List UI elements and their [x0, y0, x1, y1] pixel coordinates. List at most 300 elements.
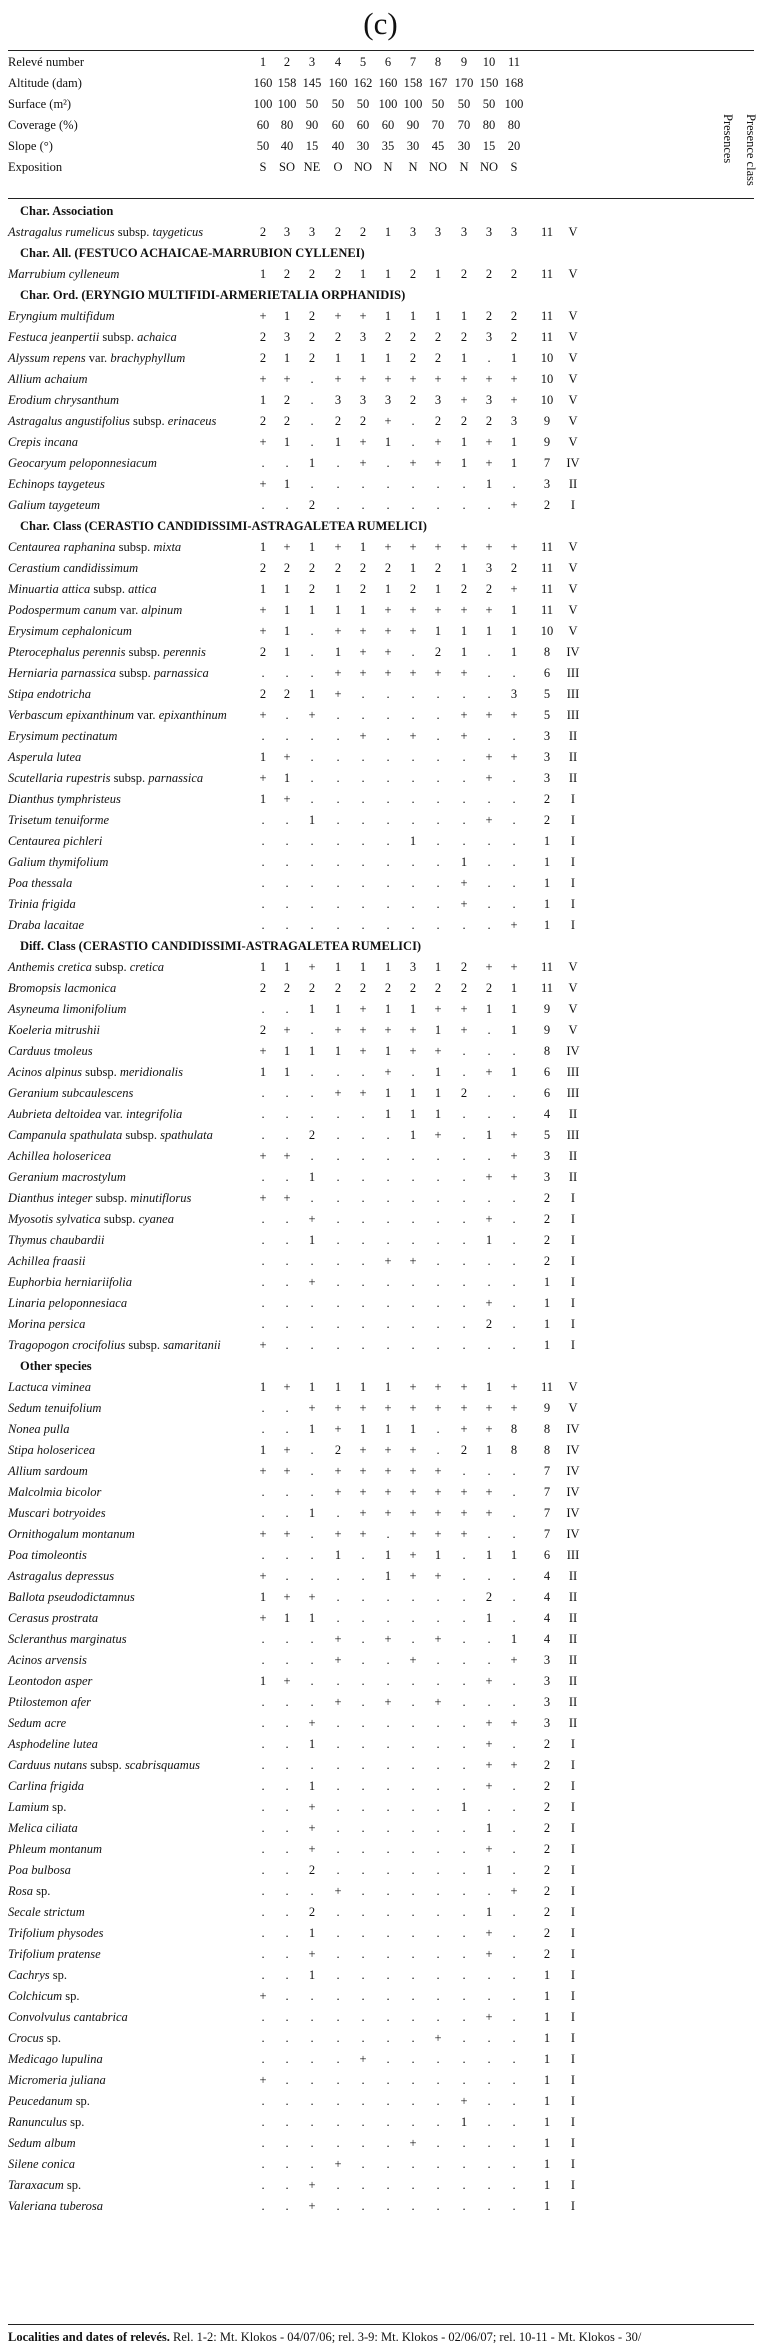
species-name-part: Lamium [8, 1800, 49, 1814]
releve-cell: . [462, 1128, 466, 1142]
presences-cell: 1 [543, 2094, 551, 2108]
releve-cell: . [285, 1926, 289, 1940]
releve-cell: + [485, 1737, 493, 1751]
releve-cell: . [310, 1674, 314, 1688]
releve-cell: . [436, 1443, 440, 1457]
species-row [8, 2175, 758, 2196]
releve-cell: + [434, 456, 442, 470]
releve-cell: 1 [359, 351, 367, 365]
presence-class-cell: I [570, 2010, 576, 2024]
presences-cell: 2 [543, 1842, 551, 1856]
releve-cell: + [460, 372, 468, 386]
releve-cell: + [460, 1380, 468, 1394]
species-row [8, 1419, 758, 1440]
presence-class-cell: III [566, 1065, 580, 1079]
releve-cell: 2 [384, 561, 392, 575]
releve-cell: . [512, 1296, 516, 1310]
releve-cell: + [409, 1569, 417, 1583]
releve-cell: . [386, 1863, 390, 1877]
species-name-part: Herniaria parnassica [8, 666, 116, 680]
releve-cell: . [512, 1737, 516, 1751]
releve-cell: . [310, 666, 314, 680]
rank-qualifier: var. [85, 351, 111, 365]
releve-cell: + [308, 1842, 316, 1856]
releve-cell: . [462, 1548, 466, 1562]
releve-cell: 2 [334, 561, 342, 575]
species-row [8, 1209, 758, 1230]
releve-cell: . [436, 1821, 440, 1835]
releve-cell: 2 [283, 393, 291, 407]
releve-cell: . [336, 1296, 340, 1310]
releve-cell: . [386, 1191, 390, 1205]
releve-cell: . [310, 834, 314, 848]
releve-cell: + [359, 435, 367, 449]
species-row [8, 1755, 758, 1776]
releve-cell: + [359, 624, 367, 638]
releve-cell: + [460, 1422, 468, 1436]
releve-cell: + [434, 603, 442, 617]
releve-cell: . [310, 1023, 314, 1037]
releve-cell: 2 [308, 498, 316, 512]
releve-cell: . [336, 2115, 340, 2129]
releve-cell: 1 [384, 1044, 392, 1058]
presences-cell: 3 [543, 1716, 551, 1730]
releve-cell: + [434, 2031, 442, 2045]
releve-cell: . [462, 1191, 466, 1205]
species-name [8, 558, 138, 579]
releve-cell: + [485, 1506, 493, 1520]
species-row [8, 432, 758, 453]
presence-class-cell: V [568, 330, 578, 344]
releve-cell: . [361, 1548, 365, 1562]
releve-cell: . [411, 2115, 415, 2129]
releve-cell: . [462, 1905, 466, 1919]
species-name [8, 1986, 80, 2007]
species-name-part: parnassica [153, 666, 209, 680]
releve-cell: + [485, 1716, 493, 1730]
releve-cell: . [411, 897, 415, 911]
header-cell: 15 [305, 139, 319, 153]
releve-cell: + [409, 1485, 417, 1499]
releve-cell: . [361, 2031, 365, 2045]
presences-cell: 11 [540, 960, 554, 974]
species-row [8, 2112, 758, 2133]
species-name [8, 1272, 132, 1293]
presence-class-cell: I [570, 2031, 576, 2045]
species-name [8, 705, 227, 726]
presence-class-cell: I [570, 792, 576, 806]
releve-cell: + [510, 708, 518, 722]
rank-qualifier: subsp. [125, 1338, 164, 1352]
releve-cell: + [510, 1128, 518, 1142]
rank-qualifier: subsp. [122, 1128, 161, 1142]
releve-cell: . [386, 834, 390, 848]
releve-cell: 2 [359, 981, 367, 995]
releve-cell: + [409, 1464, 417, 1478]
releve-cell: + [485, 1422, 493, 1436]
header-cell: 10 [482, 55, 496, 69]
releve-cell: + [434, 1569, 442, 1583]
presence-class-cell: I [570, 1800, 576, 1814]
releve-cell: . [436, 1716, 440, 1730]
releve-cell: . [285, 1863, 289, 1877]
presence-class-cell: V [568, 372, 578, 386]
species-row [8, 768, 758, 789]
presence-class-cell: I [570, 813, 576, 827]
releve-cell: + [334, 372, 342, 386]
releve-cell: + [283, 1590, 291, 1604]
header-cell: 100 [378, 97, 398, 111]
releve-cell: 1 [259, 750, 267, 764]
releve-cell: . [411, 2199, 415, 2213]
releve-cell: . [487, 1968, 491, 1982]
releve-cell: . [361, 1653, 365, 1667]
presence-class-cell: I [570, 1905, 576, 1919]
presences-cell: 2 [543, 1800, 551, 1814]
releve-cell: . [386, 1800, 390, 1814]
releve-cell: + [409, 2136, 417, 2150]
releve-cell: + [510, 1884, 518, 1898]
species-row [8, 1566, 758, 1587]
releve-cell: . [436, 813, 440, 827]
releve-cell: . [336, 1191, 340, 1205]
releve-cell: . [361, 792, 365, 806]
section-header [8, 936, 758, 957]
species-row [8, 1482, 758, 1503]
releve-cell: . [487, 1086, 491, 1100]
releve-cell: . [361, 1212, 365, 1226]
releve-cell: . [411, 1821, 415, 1835]
releve-cell: . [436, 1233, 440, 1247]
releve-cell: 1 [460, 855, 468, 869]
species-name [8, 1650, 87, 1671]
rank-qualifier: subsp. [87, 1758, 125, 1772]
species-name [8, 978, 116, 999]
releve-cell: 2 [308, 1863, 316, 1877]
releve-cell: . [261, 1422, 265, 1436]
releve-cell: 1 [308, 1422, 316, 1436]
releve-cell: . [411, 1065, 415, 1079]
species-name [8, 663, 209, 684]
releve-cell: . [336, 1821, 340, 1835]
releve-cell: . [336, 1275, 340, 1289]
releve-cell: . [436, 1191, 440, 1205]
species-name-part: Anthemis cretica [8, 960, 92, 974]
releve-cell: + [409, 372, 417, 386]
releve-cell: . [310, 1758, 314, 1772]
releve-cell: + [359, 729, 367, 743]
releve-cell: 2 [259, 687, 267, 701]
presences-cell: 2 [543, 498, 551, 512]
releve-cell: 1 [308, 1968, 316, 1982]
releve-cell: . [261, 1779, 265, 1793]
species-row [8, 1104, 758, 1125]
releve-cell: . [336, 771, 340, 785]
releve-cell: 1 [283, 582, 291, 596]
presences-cell: 3 [543, 1653, 551, 1667]
releve-cell: + [434, 1044, 442, 1058]
releve-cell: 1 [384, 1422, 392, 1436]
releve-cell: . [361, 2136, 365, 2150]
rank-qualifier: subsp. [116, 666, 154, 680]
releve-cell: + [359, 1401, 367, 1415]
releve-cell: . [411, 1212, 415, 1226]
presences-cell: 10 [540, 624, 554, 638]
releve-cell: . [487, 666, 491, 680]
releve-cell: . [411, 1884, 415, 1898]
releve-cell: 3 [283, 330, 291, 344]
releve-cell: . [411, 855, 415, 869]
species-name-part: Peucedanum [8, 2094, 73, 2108]
releve-cell: . [310, 2073, 314, 2087]
species-row [8, 642, 758, 663]
releve-cell: 1 [359, 1422, 367, 1436]
releve-cell: . [361, 1821, 365, 1835]
species-row [8, 1839, 758, 1860]
releve-cell: . [361, 897, 365, 911]
releve-cell: . [336, 1149, 340, 1163]
releve-cell: . [386, 855, 390, 869]
species-name [8, 1608, 98, 1629]
releve-cell: . [261, 1275, 265, 1289]
releve-cell: 3 [283, 225, 291, 239]
releve-cell: . [361, 1905, 365, 1919]
releve-cell: 1 [283, 435, 291, 449]
releve-cell: 1 [283, 603, 291, 617]
species-name-part: Allium achaium [8, 372, 88, 386]
species-name-part: Crepis incana [8, 435, 79, 449]
releve-cell: . [512, 1086, 516, 1100]
presence-class-cell: III [566, 666, 580, 680]
releve-cell: + [510, 1380, 518, 1394]
presences-cell: 2 [543, 1926, 551, 1940]
header-cell: 1 [259, 55, 267, 69]
presences-cell: 3 [543, 729, 551, 743]
releve-cell: + [434, 1464, 442, 1478]
releve-cell: . [386, 498, 390, 512]
releve-cell: . [261, 1758, 265, 1772]
releve-cell: + [259, 1191, 267, 1205]
header-cell: 70 [457, 118, 471, 132]
releve-cell: . [411, 1842, 415, 1856]
species-name-part: integrifolia [126, 1107, 183, 1121]
releve-cell: . [261, 1926, 265, 1940]
releve-cell: 1 [409, 309, 417, 323]
releve-cell: + [308, 1947, 316, 1961]
releve-cell: + [510, 582, 518, 596]
species-name-part: Eryngium multifidum [8, 309, 115, 323]
releve-cell: + [283, 372, 291, 386]
releve-cell: + [409, 603, 417, 617]
presence-class-cell: V [568, 1023, 578, 1037]
species-name-part: Myosotis sylvatica [8, 1212, 101, 1226]
releve-cell: + [359, 1506, 367, 1520]
releve-cell: . [386, 729, 390, 743]
releve-cell: . [285, 1107, 289, 1121]
releve-cell: . [285, 918, 289, 932]
species-row [8, 600, 758, 621]
releve-cell: + [409, 1380, 417, 1394]
releve-cell: + [308, 960, 316, 974]
releve-cell: 2 [434, 414, 442, 428]
presence-class-cell: I [570, 1233, 576, 1247]
header-cell: NE [303, 160, 321, 174]
releve-cell: . [386, 1905, 390, 1919]
releve-cell: 1 [308, 1779, 316, 1793]
species-row [8, 474, 758, 495]
species-name [8, 621, 132, 642]
rank-qualifier: subsp. [110, 771, 149, 785]
releve-cell: . [487, 2136, 491, 2150]
species-name [8, 306, 115, 327]
releve-cell: 2 [510, 561, 518, 575]
species-name-part: Ballota pseudodictamnus [8, 1590, 135, 1604]
releve-cell: . [462, 2052, 466, 2066]
releve-cell: + [283, 1464, 291, 1478]
species-name-part: cyanea [138, 1212, 174, 1226]
releve-cell: 1 [359, 603, 367, 617]
releve-cell: 3 [409, 225, 417, 239]
releve-cell: . [512, 1905, 516, 1919]
releve-cell: . [487, 2031, 491, 2045]
species-name-part: Astragalus angustifolius [8, 414, 130, 428]
releve-cell: + [409, 666, 417, 680]
releve-cell: 1 [283, 351, 291, 365]
releve-cell: + [434, 1380, 442, 1394]
releve-cell: . [487, 918, 491, 932]
releve-cell: 2 [510, 309, 518, 323]
releve-cell: . [386, 2031, 390, 2045]
section-title: Diff. Class (CERASTIO CANDIDISSIMI-ASTRAGALETEA RUMELICI) [20, 939, 422, 953]
species-row [8, 1944, 758, 1965]
releve-cell: . [436, 771, 440, 785]
species-row [8, 495, 758, 516]
releve-cell: . [487, 2094, 491, 2108]
presence-class-cell: I [570, 1821, 576, 1835]
species-row [8, 1902, 758, 1923]
presences-cell: 11 [540, 309, 554, 323]
releve-cell: + [283, 540, 291, 554]
species-name [8, 1482, 101, 1503]
releve-cell: . [436, 2052, 440, 2066]
releve-cell: . [411, 645, 415, 659]
species-name [8, 1566, 114, 1587]
releve-cell: . [512, 813, 516, 827]
presence-class-cell: I [570, 1275, 576, 1289]
releve-cell: . [336, 1800, 340, 1814]
header-cell: 60 [331, 118, 345, 132]
species-row [8, 1167, 758, 1188]
releve-cell: 1 [460, 645, 468, 659]
releve-cell: . [462, 1653, 466, 1667]
header-cell: 168 [504, 76, 524, 90]
releve-cell: 1 [308, 1002, 316, 1016]
species-row [8, 579, 758, 600]
releve-cell: . [361, 1611, 365, 1625]
species-row [8, 1083, 758, 1104]
header-cell: N [459, 160, 469, 174]
releve-cell: . [361, 1842, 365, 1856]
releve-cell: . [386, 1842, 390, 1856]
releve-cell: . [361, 1128, 365, 1142]
header-cell: 50 [431, 97, 445, 111]
releve-cell: . [261, 1800, 265, 1814]
header-cell: 60 [381, 118, 395, 132]
releve-cell: . [512, 855, 516, 869]
releve-cell: . [512, 477, 516, 491]
releve-cell: . [285, 1086, 289, 1100]
header-row [8, 94, 758, 115]
releve-cell: . [462, 750, 466, 764]
releve-cell: 1 [384, 309, 392, 323]
rank-qualifier: subsp. [114, 225, 153, 239]
species-name-part: Scutellaria rupestris [8, 771, 111, 785]
releve-cell: . [285, 834, 289, 848]
releve-cell: . [411, 1611, 415, 1625]
rank-qualifier: sp. [62, 1989, 80, 2003]
releve-cell: . [310, 1527, 314, 1541]
releve-cell: . [336, 1506, 340, 1520]
header-cell: 8 [434, 55, 442, 69]
releve-cell: . [462, 834, 466, 848]
releve-cell: . [512, 1254, 516, 1268]
presences-cell: 3 [543, 750, 551, 764]
header-rule [8, 198, 754, 199]
releve-cell: + [460, 666, 468, 680]
releve-cell: . [512, 1674, 516, 1688]
species-name-part: Geranium subcaulescens [8, 1086, 134, 1100]
releve-cell: . [512, 876, 516, 890]
releve-cell: . [411, 708, 415, 722]
species-name-part: Echinops taygeteus [8, 477, 105, 491]
releve-cell: . [411, 1149, 415, 1163]
releve-cell: . [361, 1233, 365, 1247]
releve-cell: + [359, 456, 367, 470]
releve-cell: + [259, 435, 267, 449]
presences-cell: 3 [543, 1674, 551, 1688]
releve-cell: . [487, 645, 491, 659]
releve-cell: 1 [359, 540, 367, 554]
releve-cell: . [436, 1989, 440, 2003]
species-name [8, 1524, 135, 1545]
releve-cell: . [462, 813, 466, 827]
species-row [8, 831, 758, 852]
releve-cell: . [462, 2136, 466, 2150]
releve-cell: 3 [359, 393, 367, 407]
releve-cell: . [310, 1485, 314, 1499]
releve-cell: . [411, 1758, 415, 1772]
releve-cell: 1 [409, 561, 417, 575]
releve-cell: . [336, 1947, 340, 1961]
releve-cell: + [283, 1443, 291, 1457]
releve-cell: . [336, 2052, 340, 2066]
releve-cell: + [460, 1506, 468, 1520]
presences-cell: 4 [543, 1569, 551, 1583]
releve-cell: . [411, 1590, 415, 1604]
releve-cell: 1 [510, 645, 518, 659]
releve-cell: + [460, 1401, 468, 1415]
species-name-part: mixta [153, 540, 182, 554]
presences-cell: 9 [543, 1023, 551, 1037]
releve-cell: . [361, 771, 365, 785]
header-cell: 60 [256, 118, 270, 132]
releve-cell: 2 [259, 1023, 267, 1037]
species-name [8, 1587, 135, 1608]
rank-qualifier: subsp. [91, 960, 130, 974]
presences-cell: 1 [543, 2115, 551, 2129]
presences-cell: 11 [540, 540, 554, 554]
presences-cell: 1 [543, 855, 551, 869]
